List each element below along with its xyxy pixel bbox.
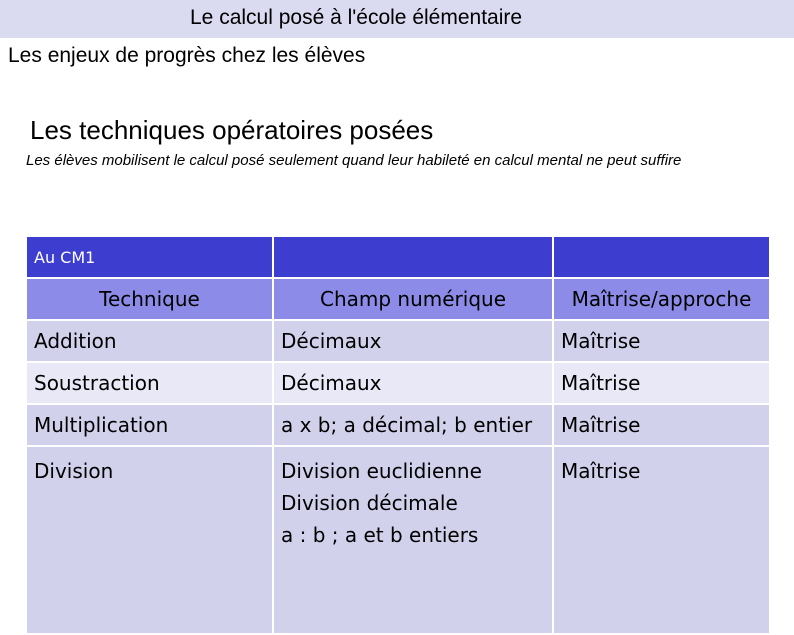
level-label: Au CM1	[26, 236, 273, 278]
table-row	[26, 320, 770, 362]
techniques-table	[25, 235, 771, 635]
level-empty-cell	[553, 236, 770, 278]
technique-cell: Division	[26, 446, 273, 634]
champ-line: Division euclidienne	[281, 459, 482, 483]
section-description: Les élèves mobilisent le calcul posé seulement quand leur habileté en calcul mental ne peut suffire	[26, 152, 682, 169]
maitrise-cell: Maîtrise	[553, 320, 770, 362]
section-heading: Les techniques opératoires posées	[30, 115, 434, 145]
table-row	[26, 446, 770, 634]
champ-cell: Décimaux	[273, 362, 553, 404]
table-row	[26, 362, 770, 404]
maitrise-cell: Maîtrise	[553, 446, 770, 634]
slide-title: Le calcul posé à l'école élémentaire	[190, 6, 523, 29]
champ-cell	[273, 446, 553, 634]
champ-line: a : b ; a et b entiers	[281, 523, 479, 547]
maitrise-cell: Maîtrise	[553, 404, 770, 446]
technique-cell: Multiplication	[26, 404, 273, 446]
technique-cell: Addition	[26, 320, 273, 362]
column-header-maitrise: Maîtrise/approche	[553, 278, 770, 320]
table-header-row	[26, 278, 770, 320]
level-empty-cell	[273, 236, 553, 278]
column-header-technique: Technique	[26, 278, 273, 320]
champ-cell: a x b; a décimal; b entier	[273, 404, 553, 446]
maitrise-cell: Maîtrise	[553, 362, 770, 404]
champ-cell: Décimaux	[273, 320, 553, 362]
column-header-champ: Champ numérique	[273, 278, 553, 320]
technique-cell: Soustraction	[26, 362, 273, 404]
table-level-row	[26, 236, 770, 278]
slide-subtitle: Les enjeux de progrès chez les élèves	[8, 44, 366, 67]
champ-line: Division décimale	[281, 491, 458, 515]
table-row	[26, 404, 770, 446]
title-bar	[0, 0, 794, 38]
